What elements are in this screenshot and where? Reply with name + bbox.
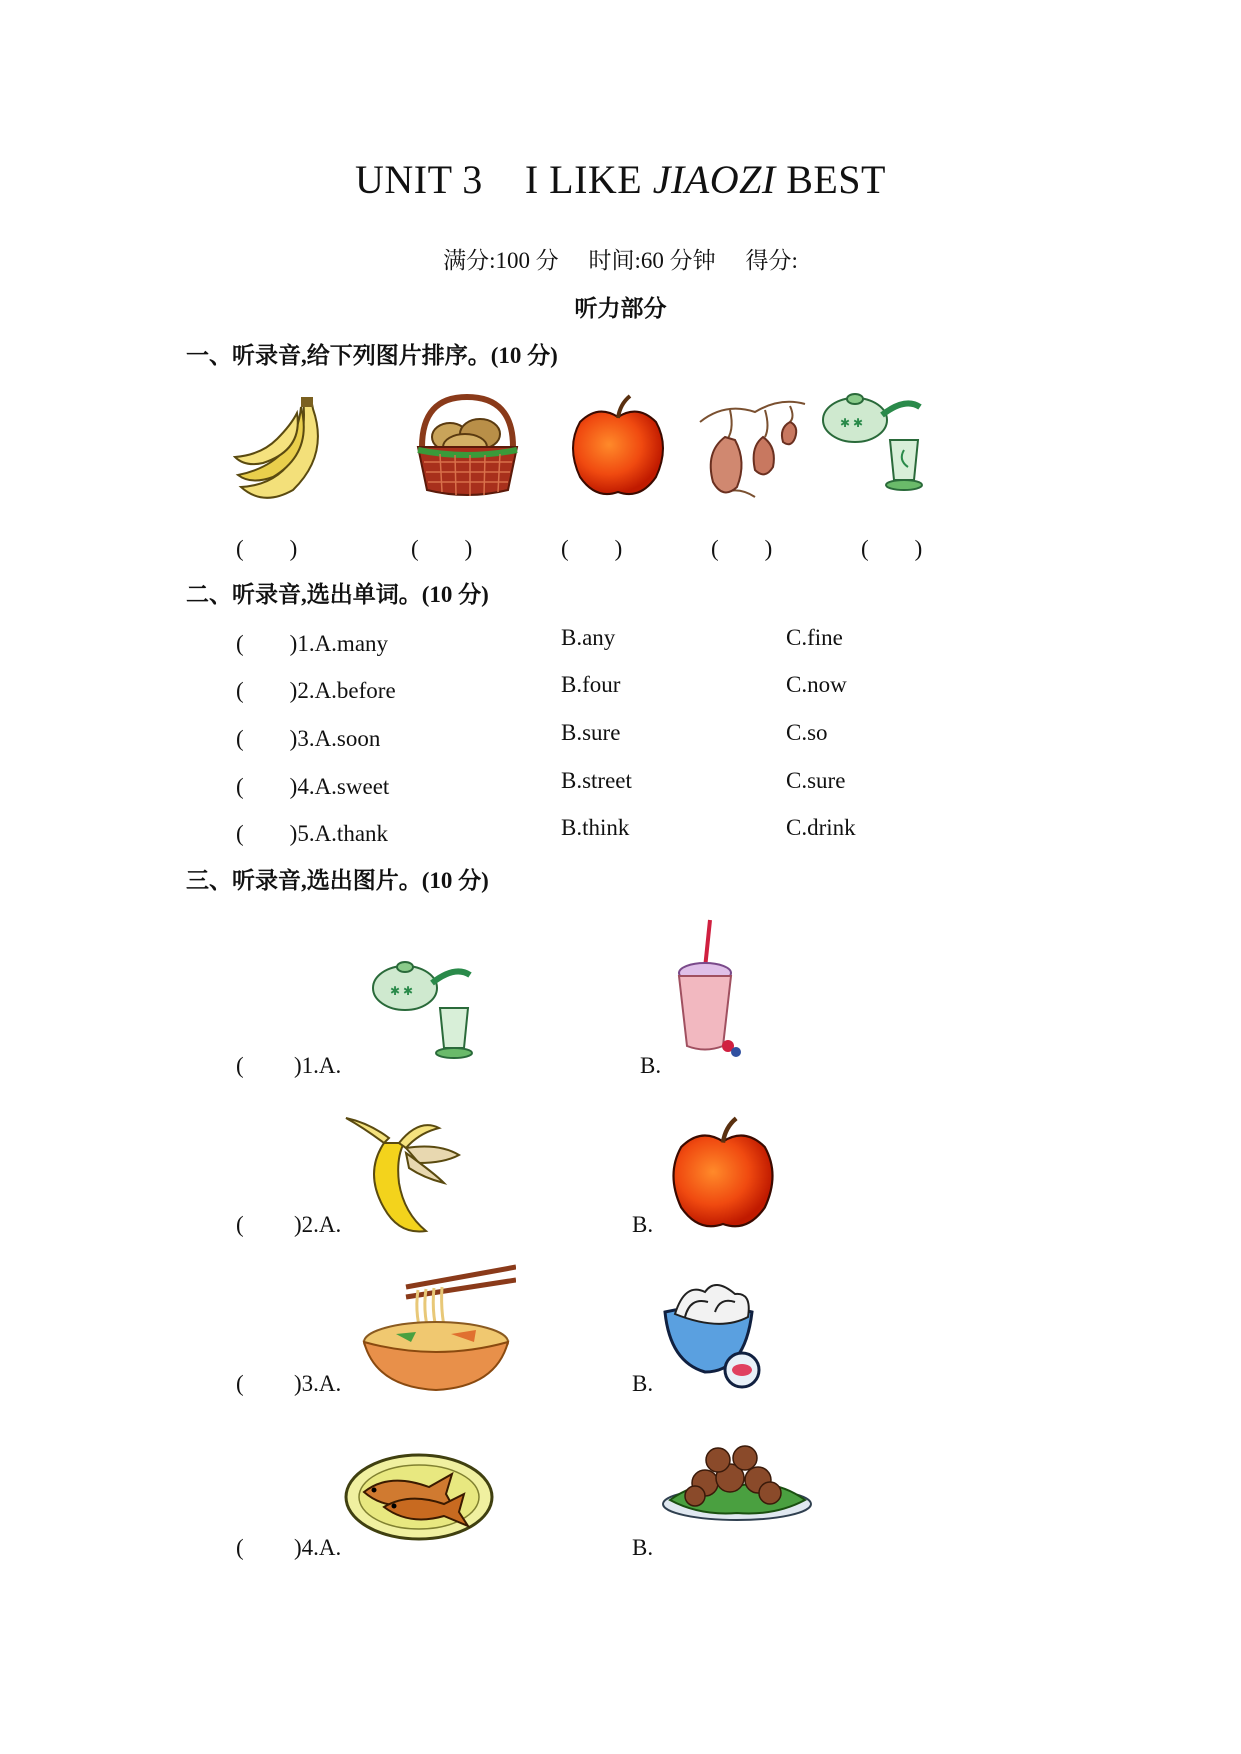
tea-icon — [820, 385, 930, 500]
word-option-b: B.think — [561, 815, 630, 840]
milkshake-icon[interactable] — [670, 918, 750, 1068]
score-field: 得分: — [745, 248, 798, 273]
banana-icon — [233, 395, 333, 505]
title-italic: JIAOZI — [652, 157, 776, 202]
order-bracket-2[interactable]: ( ) — [411, 536, 473, 561]
answer-bracket-3[interactable]: ( — [236, 1371, 244, 1396]
word-option-c: C.fine — [786, 625, 843, 650]
option-b-label: B. — [632, 1371, 654, 1396]
word-option-b: B.sure — [561, 720, 621, 745]
word-question-2[interactable]: ( )2.A.before — [236, 678, 396, 703]
apple-icon — [568, 392, 668, 502]
word-question-4[interactable]: ( )4.A.sweet — [236, 774, 390, 799]
word-question-3[interactable]: ( )3.A.soon — [236, 726, 381, 751]
answer-bracket-2[interactable]: ( — [236, 1212, 244, 1237]
word-option-b: B.street — [561, 768, 632, 793]
apple-icon[interactable] — [668, 1112, 778, 1237]
noodles-icon[interactable] — [356, 1262, 516, 1397]
section1-heading: 一、听录音,给下列图片排序。(10 分) — [186, 343, 558, 368]
full-score: 满分:100 分 — [443, 248, 559, 273]
word-question-1[interactable]: ( )1.A.many — [236, 631, 389, 656]
word-option-c: C.now — [786, 672, 847, 697]
part-title: 听力部分 — [574, 296, 667, 321]
word-question-5[interactable]: ( )5.A.thank — [236, 821, 389, 846]
potato-basket-icon — [410, 392, 525, 502]
word-option-b: B.four — [561, 672, 621, 697]
svg-text:✱ ✱: ✱ ✱ — [840, 416, 864, 430]
order-bracket-3[interactable]: ( ) — [561, 536, 623, 561]
option-a-label: )4.A. — [294, 1535, 342, 1560]
answer-bracket-1[interactable]: ( — [236, 1053, 244, 1078]
option-b-label: B. — [640, 1053, 662, 1078]
tea-icon[interactable] — [370, 953, 480, 1068]
sweet-potato-icon — [695, 392, 810, 502]
dumplings-icon[interactable] — [660, 1272, 770, 1397]
exam-meta — [0, 242, 1241, 275]
title-unit: UNIT 3 — [355, 157, 483, 202]
option-b-label: B. — [632, 1212, 654, 1237]
svg-text:✱ ✱: ✱ ✱ — [390, 984, 414, 998]
title-text: I LIKE — [524, 157, 643, 202]
section2-heading: 二、听录音,选出单词。(10 分) — [186, 582, 489, 607]
order-bracket-5[interactable]: ( ) — [861, 536, 923, 561]
order-bracket-4[interactable]: ( ) — [711, 536, 773, 561]
section3-heading: 三、听录音,选出图片。(10 分) — [186, 868, 489, 893]
word-option-b: B.any — [561, 625, 616, 650]
order-bracket-1[interactable]: ( ) — [236, 536, 298, 561]
word-option-c: C.sure — [786, 768, 846, 793]
option-a-label: )1.A. — [294, 1053, 342, 1078]
option-a-label: )2.A. — [294, 1212, 342, 1237]
word-option-c: C.so — [786, 720, 828, 745]
fish-plate-icon[interactable] — [344, 1452, 494, 1542]
time-limit: 时间:60 分钟 — [588, 248, 716, 273]
answer-bracket-4[interactable]: ( — [236, 1535, 244, 1560]
meatballs-icon[interactable] — [660, 1438, 815, 1528]
option-b-label: B. — [632, 1535, 654, 1560]
title-suffix: BEST — [786, 157, 886, 202]
page-title — [0, 156, 1241, 203]
peeled-banana-icon[interactable] — [344, 1113, 464, 1238]
word-option-c: C.drink — [786, 815, 856, 840]
option-a-label: )3.A. — [294, 1371, 342, 1396]
